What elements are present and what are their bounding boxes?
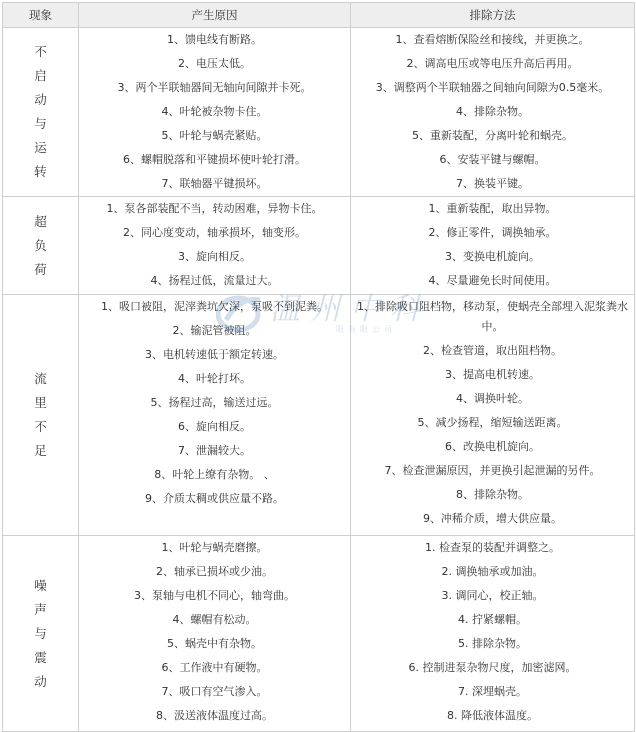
remedy-item: 7、检查泄漏原因，并更换引起泄漏的另件。: [384, 464, 601, 477]
header-phenomenon: 现象: [3, 3, 79, 28]
cause-item: 6、螺帽脱落和平键损坏使叶轮打滑。: [123, 153, 306, 166]
troubleshooting-table: [2, 2, 635, 732]
table-row: [3, 197, 635, 295]
phenomenon-char: 动: [34, 92, 47, 107]
header-cause: 产生原因: [79, 3, 351, 28]
phenomenon-char: 荷: [34, 261, 47, 277]
remedy-item: 3、调整两个半联轴器之间轴向间隙为0.5毫米。: [375, 81, 610, 94]
remedy-item: 1、查看熔断保险丝和接线，并更换之。: [395, 33, 590, 46]
remedy-item: 1. 检查泵的装配并调整之。: [425, 541, 560, 554]
phenomenon-char: 不: [34, 44, 47, 59]
remedy-item: 3、提高电机转速。: [445, 368, 540, 381]
phenomenon-cell: [3, 536, 79, 732]
cause-cell: [79, 28, 351, 197]
cause-item: 5、扬程过高，输送过远。: [150, 396, 279, 409]
watermark-subtext: 限有限公司: [336, 325, 396, 334]
cause-cell: [79, 197, 351, 295]
remedy-item: 5. 排除杂物。: [458, 637, 527, 650]
cause-item: 7、泄漏较大。: [178, 444, 251, 457]
phenomenon-char: 震: [34, 649, 47, 665]
header-remedy: 排除方法: [351, 3, 635, 28]
cause-item: 1、叶轮与蜗壳磨擦。: [161, 541, 268, 554]
cause-item: 4、叶轮被杂物卡住。: [161, 105, 268, 118]
phenomenon-char: 动: [34, 673, 47, 689]
phenomenon-char: 与: [34, 625, 47, 641]
phenomenon-char: 声: [34, 601, 47, 617]
remedy-item: 6、安装平键与螺帽。: [439, 153, 546, 166]
remedy-item: 6. 控制进泵杂物尺度，加密滤网。: [408, 661, 577, 674]
cause-item: 1、泵各部装配不当，转动困难，异物卡住。: [106, 202, 323, 215]
cause-item: 2、电压太低。: [178, 57, 251, 70]
phenomenon-cell: [3, 28, 79, 197]
cause-item: 3、旋向相反。: [178, 250, 251, 263]
cause-item: 3、泵轴与电机不同心，轴弯曲。: [134, 589, 295, 602]
cause-item: 9、介质太稠或供应量不路。: [145, 492, 284, 505]
cause-item: 8、汲送液体温度过高。: [156, 709, 273, 722]
phenomenon-char: 里: [34, 395, 47, 410]
cause-item: 1、吸口被阻，泥滓粪坑欠深，泵吸不到泥粪。: [101, 300, 328, 313]
cause-item: 4、螺帽有松动。: [172, 613, 257, 626]
phenomenon-char: 启: [34, 68, 47, 83]
cause-item: 3、两个半联轴器间无轴向间隙并卡死。: [117, 81, 312, 94]
cause-item: 2、同心度变动，轴承损坏，轴变形。: [123, 226, 306, 239]
remedy-item: 8. 降低液体温度。: [447, 709, 538, 722]
cause-cell: [79, 295, 351, 536]
remedy-item: 9、冲稀介质，增大供应量。: [423, 512, 562, 525]
remedy-cell: [351, 28, 635, 197]
remedy-cell: [351, 536, 635, 732]
cause-cell: [79, 536, 351, 732]
watermark-text: 温州中科: [270, 292, 430, 327]
remedy-item: 4. 拧紧螺帽。: [458, 613, 527, 626]
cause-item: 5、蜗壳中有杂物。: [167, 637, 262, 650]
phenomenon-char: 运: [34, 140, 47, 155]
remedy-item: 5、减少扬程，缩短输送距离。: [417, 416, 568, 429]
remedy-item: 4、尽量避免长时间使用。: [428, 274, 557, 287]
remedy-item: 8、排除杂物。: [456, 488, 529, 501]
table-row: [3, 28, 635, 197]
phenomenon-char: 超: [34, 213, 47, 229]
remedy-item: 5、重新装配，分离叶轮和蜗壳。: [412, 129, 573, 142]
cause-item: 2、轴承已损坏或少油。: [156, 565, 273, 578]
header-row: [3, 3, 635, 28]
remedy-item: 2、检查管道，取出阻档物。: [423, 344, 562, 357]
remedy-item: 4、调换叶轮。: [456, 392, 529, 405]
cause-item: 1、馈电线有断路。: [167, 33, 262, 46]
phenomenon-char: 转: [34, 164, 47, 179]
cause-item: 4、叶轮打坏。: [178, 372, 251, 385]
phenomenon-char: 流: [34, 371, 47, 386]
phenomenon-char: 噪: [34, 577, 47, 593]
cause-item: 6、旋向相反。: [178, 420, 251, 433]
remedy-item: 1、重新装配，取出异物。: [428, 202, 557, 215]
cause-item: 2、输泥管被阻。: [172, 324, 257, 337]
remedy-item: 3、变换电机旋向。: [445, 250, 540, 263]
remedy-item: 2、修正零件，调换轴承。: [428, 226, 557, 239]
phenomenon-char: 不: [34, 419, 47, 434]
cause-item: 7、联轴器平键损坏。: [161, 177, 268, 190]
cause-item: 7、吸口有空气渗入。: [161, 685, 268, 698]
cause-item: 8、叶轮上缭有杂物。 、: [154, 468, 275, 481]
remedy-item: 2. 调换轴承或加油。: [441, 565, 544, 578]
phenomenon-char: 负: [34, 237, 47, 253]
table-row: [3, 536, 635, 732]
cause-item: 6、工作液中有硬物。: [161, 661, 268, 674]
cause-item: 4、扬程过低，流量过大。: [150, 274, 279, 287]
phenomenon-cell: [3, 197, 79, 295]
cause-item: 3、电机转速低于额定转速。: [145, 348, 284, 361]
remedy-item: 2、调高电压或等电压升高后再用。: [406, 57, 579, 70]
cause-item: 5、叶轮与蜗壳紧贴。: [161, 129, 268, 142]
remedy-item: 1、排除吸口阻档物，移动泵，使蜗壳全部埋入泥浆粪水中。: [357, 300, 628, 333]
remedy-cell: [351, 197, 635, 295]
remedy-item: 7、换装平键。: [456, 177, 529, 190]
remedy-item: 7. 深埋蜗壳。: [458, 685, 527, 698]
remedy-item: 3. 调同心，校正轴。: [441, 589, 544, 602]
phenomenon-char: 与: [34, 116, 47, 131]
remedy-cell: [351, 295, 635, 536]
phenomenon-cell: [3, 295, 79, 536]
phenomenon-char: 足: [34, 443, 47, 458]
remedy-item: 6、改换电机旋向。: [445, 440, 540, 453]
table-row: [3, 295, 635, 536]
remedy-item: 4、排除杂物。: [456, 105, 529, 118]
